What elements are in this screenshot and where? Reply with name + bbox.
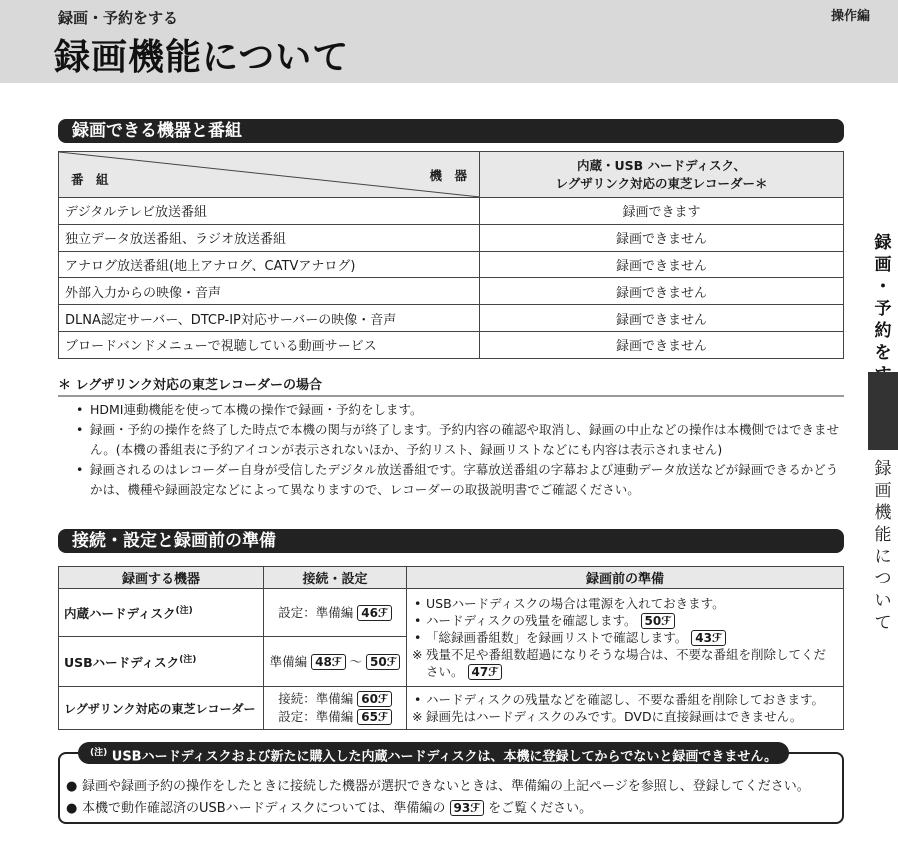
page-ref[interactable]: 47ℱ — [468, 664, 502, 680]
table-row — [59, 305, 844, 332]
header-target-line2: レグザリンク対応の東芝レコーダー＊ — [555, 175, 768, 191]
side-tab-char: 予 — [874, 299, 892, 319]
recorder-notes — [76, 400, 846, 500]
status-cell: 録画できません — [480, 331, 844, 358]
table-row — [59, 224, 844, 251]
note-line — [66, 798, 810, 820]
connect-line — [269, 708, 401, 726]
header-device-col: 録画する機器 — [59, 567, 264, 589]
breadcrumb: 録画・予約をする — [58, 9, 179, 27]
prep-note — [412, 646, 838, 680]
prep-item: • USBハードディスクの場合は電源を入れておきます。 — [412, 595, 838, 612]
page-ref-number: 47 — [471, 665, 489, 679]
page-ref-number: 60 — [361, 692, 378, 706]
prep-item — [412, 629, 838, 646]
device-cell — [59, 637, 264, 687]
status-cell: 録画できません — [480, 224, 844, 251]
program-cell: 独立データ放送番組、ラジオ放送番組 — [59, 224, 480, 251]
table-row — [59, 251, 844, 278]
side-tab-marker — [868, 372, 898, 450]
status-cell: 録画できません — [480, 278, 844, 305]
header-target — [480, 152, 844, 198]
device-cell — [59, 589, 264, 637]
registration-banner — [78, 742, 789, 764]
connect-text: 準備編 — [269, 653, 308, 669]
side-tab-char: 能 — [874, 525, 892, 545]
diagonal-header-cell — [59, 152, 479, 197]
page-ref[interactable]: 48ℱ — [311, 654, 345, 670]
connect-text: 接続：準備編 — [278, 691, 354, 706]
table-row — [59, 331, 844, 358]
list-item: • HDMI連動機能を使って本機の操作で録画・予約をします。 — [76, 400, 846, 420]
side-tab-char: 画 — [874, 481, 892, 501]
program-cell: 外部入力からの映像・音声 — [59, 278, 480, 305]
list-item: • 録画されるのはレコーダー自身が受信したデジタル放送番組です。字幕放送番組の字幕および連動データ放送などが録画できるかどうかは、機種や録画設定などによって異なりますので、レコーダーの取扱説明書でご確認ください。 — [76, 460, 846, 500]
note-mark: (注) — [90, 748, 108, 758]
page-title: 録画機能について — [54, 37, 350, 78]
status-cell: 録画できます — [480, 198, 844, 225]
page-ref-number: 50 — [644, 614, 662, 628]
device-note-mark: (注) — [179, 654, 197, 665]
section-heading-setup: 接続・設定と録画前の準備 — [58, 529, 844, 553]
side-tab-char: に — [874, 547, 892, 567]
device-name: USBハードディスク — [64, 655, 180, 671]
side-tab-char: 録 — [874, 233, 892, 253]
connect-cell — [264, 637, 407, 687]
page-ref-number: 48 — [315, 654, 332, 669]
note-line-text: 本機で動作確認済のUSBハードディスクについては、準備編の — [82, 801, 446, 816]
side-tab-char: を — [874, 343, 892, 363]
table-row — [59, 687, 844, 730]
device-note-mark: (注) — [175, 605, 193, 616]
page-ref[interactable]: 50ℱ — [366, 654, 400, 670]
side-tab-char: ・ — [874, 277, 892, 297]
prep-item-text: ハードディスクの残量を確認します。 — [426, 613, 637, 628]
list-item: • 録画・予約の操作を終了した時点で本機の関与が終了します。予約内容の確認や取消し、録画の中止などの操作は本機側ではできません。(本機の番組表に予約アイコンが表示されないほか、予約リスト、録画リストなどにも内容は表示されません) — [76, 420, 846, 460]
header-connect-col: 接続・設定 — [264, 567, 407, 589]
prep-item: • ハードディスクの残量などを確認し、不要な番組を削除しておきます。 — [412, 691, 838, 708]
program-cell: DLNA認定サーバー、DTCP-IP対応サーバーの映像・音声 — [59, 305, 480, 332]
note-line: ● 録画や録画予約の操作をしたときに接続した機器が選択できないときは、準備編の上記ページを参照し、登録してください。 — [66, 776, 810, 798]
page-ref[interactable]: 93ℱ — [450, 800, 484, 816]
page-ref-number: 93 — [453, 801, 471, 815]
page-ref[interactable]: 43ℱ — [691, 630, 725, 646]
status-cell: 録画できません — [480, 305, 844, 332]
prep-item — [412, 612, 838, 629]
header-target-line1: 内蔵・USB ハードディスク、 — [576, 157, 747, 173]
prep-note-text: 残量不足や番組数超過になりそうな場合は、不要な番組を削除してください。 — [426, 647, 827, 679]
side-tab-char: つ — [874, 569, 892, 589]
connect-line — [269, 690, 401, 708]
page-ref[interactable]: 60ℱ — [357, 691, 391, 707]
page-ref-number: 65 — [361, 710, 378, 724]
header-program: 番 組 — [71, 172, 109, 187]
page-ref-number: 43 — [695, 631, 712, 645]
registration-notes — [66, 776, 810, 820]
table-row — [59, 278, 844, 305]
recorder-note-heading: ＊ レグザリンク対応の東芝レコーダーの場合 — [58, 374, 844, 397]
header-device: 機 器 — [429, 168, 467, 183]
table-row — [59, 198, 844, 225]
page-ref-number: 50 — [369, 654, 387, 669]
section-label: 操作編 — [830, 9, 870, 24]
banner-text: USBハードディスクおよび新たに購入した内蔵ハードディスクは、本機に登録してからでないと録画できません。 — [111, 749, 778, 765]
page-ref[interactable]: 65ℱ — [357, 709, 391, 725]
recordable-table — [58, 151, 844, 359]
setup-table — [58, 566, 844, 730]
range-separator: ～ — [349, 653, 362, 669]
side-tab-char: 録 — [874, 459, 892, 479]
device-name: 内蔵ハードディスク — [64, 606, 176, 622]
status-cell: 録画できません — [480, 251, 844, 278]
program-cell: デジタルテレビ放送番組 — [59, 198, 480, 225]
side-tab-current-page — [868, 458, 898, 634]
side-tab-char: て — [874, 613, 892, 633]
side-tab-char: 約 — [874, 321, 892, 341]
prep-cell-recorder — [407, 687, 844, 730]
program-cell: ブロードバンドメニューで視聴している動画サービス — [59, 331, 480, 358]
prep-item-text: 「総録画番組数」を録画リストで確認します。 — [426, 630, 688, 645]
side-tab-char: 画 — [874, 255, 892, 275]
note-line-text: をご覧ください。 — [488, 801, 593, 816]
device-cell: レグザリンク対応の東芝レコーダー — [59, 687, 264, 730]
page-ref-number: 46 — [361, 605, 378, 620]
connect-cell — [264, 589, 407, 637]
prep-note: ※ 録画先はハードディスクのみです。DVDに直接録画はできません。 — [412, 708, 838, 725]
page-ref[interactable]: 46ℱ — [357, 605, 391, 621]
table-row — [59, 589, 844, 637]
side-tab-char: 機 — [874, 503, 892, 523]
program-cell: アナログ放送番組(地上アナログ、CATVアナログ) — [59, 251, 480, 278]
prep-cell-hdd — [407, 589, 844, 687]
connect-text: 設定：準備編 — [278, 709, 354, 724]
connect-text: 設定：準備編 — [278, 604, 354, 620]
page-ref[interactable]: 50ℱ — [641, 613, 675, 629]
connect-cell — [264, 687, 407, 730]
header-prep-col: 録画前の準備 — [407, 567, 844, 589]
side-tab-char: い — [874, 591, 892, 611]
section-heading-devices: 録画できる機器と番組 — [58, 119, 844, 143]
